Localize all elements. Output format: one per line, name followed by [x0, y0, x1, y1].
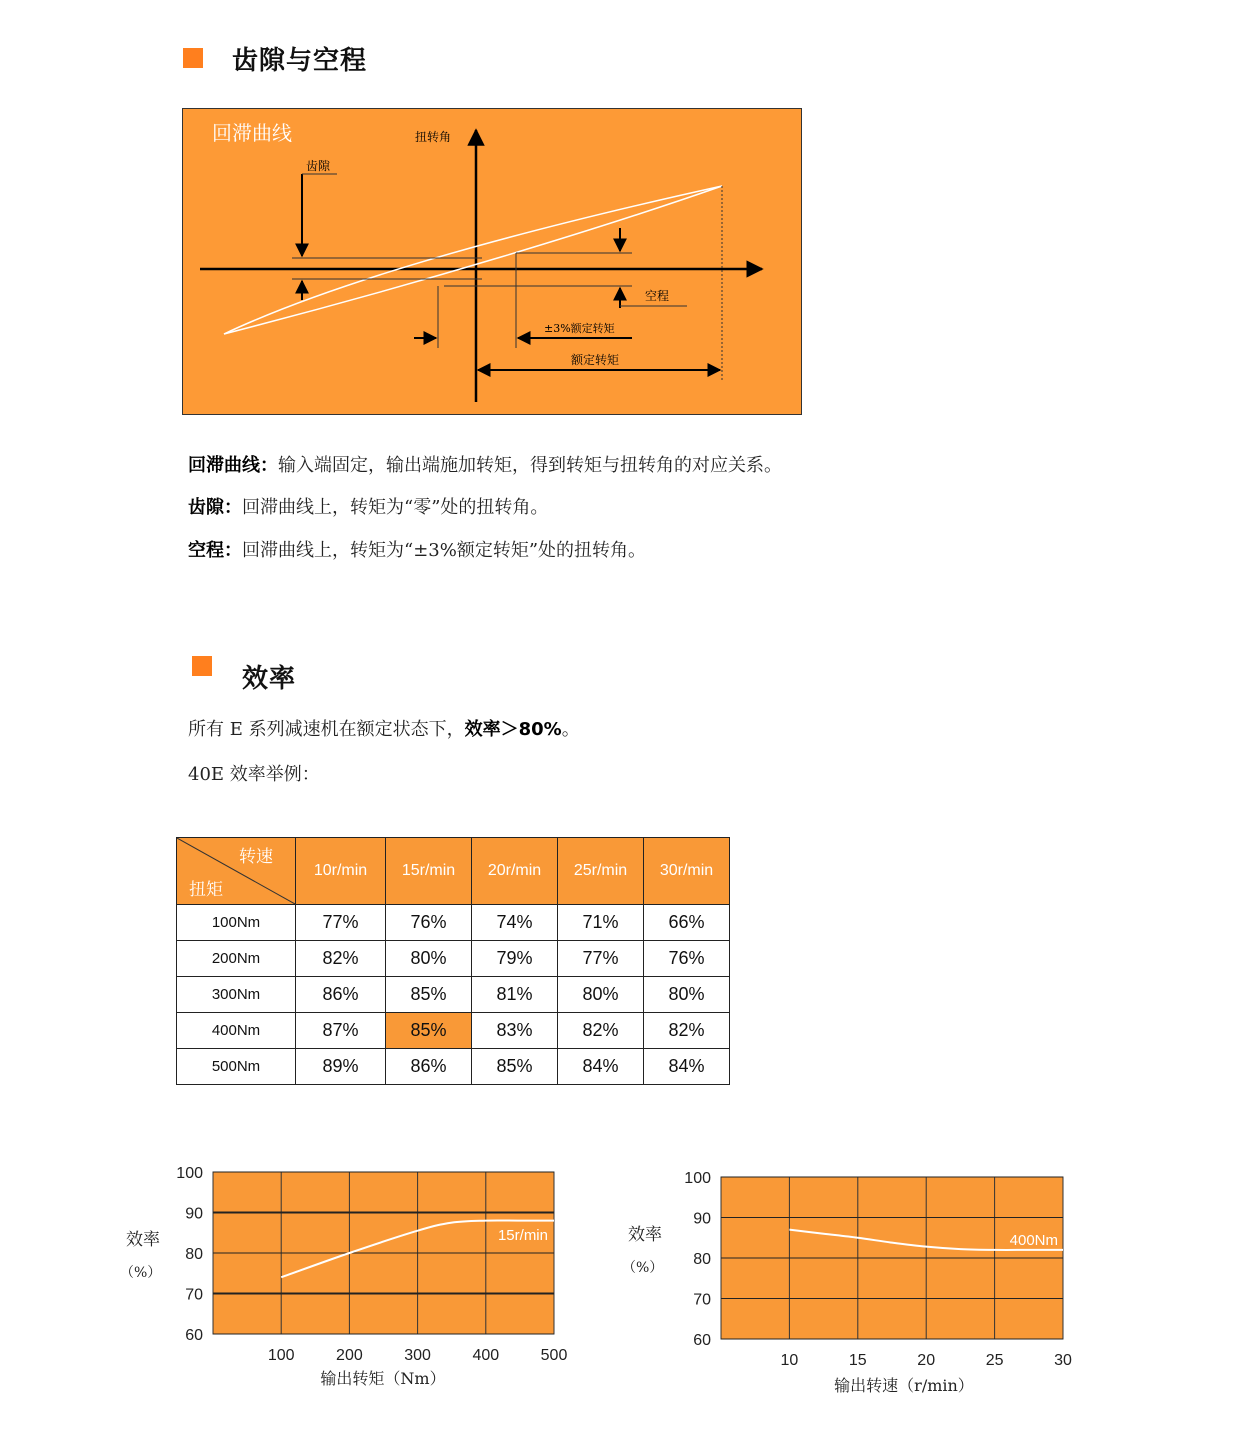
- table-column-header: 15r/min: [386, 838, 472, 905]
- table-cell: 74%: [472, 905, 558, 941]
- series-label: 400Nm: [1009, 1232, 1058, 1249]
- table-cell: 87%: [296, 1013, 386, 1049]
- hysteresis-diagram: [182, 108, 802, 415]
- corner-label-speed: 转速: [239, 847, 273, 867]
- table-cell: 85%: [386, 977, 472, 1013]
- y-axis-label-line1: 效率: [126, 1230, 160, 1250]
- x-axis-label: 输出转矩（Nm）: [320, 1369, 446, 1388]
- y-tick-label: 60: [185, 1327, 203, 1344]
- table-cell: 77%: [558, 941, 644, 977]
- y-axis-label-line2: （%）: [622, 1260, 664, 1276]
- table-row: [177, 1013, 730, 1049]
- pm3-label: ±3%额定转矩: [544, 322, 615, 335]
- backlash-label: 齿隙: [306, 159, 331, 173]
- efficiency-bold: 效率＞80%: [464, 719, 562, 740]
- x-tick-label: 500: [540, 1347, 568, 1364]
- section-marker-icon: [183, 48, 203, 68]
- corner-label-torque: 扭矩: [189, 880, 223, 900]
- y-axis-label: 扭转角: [415, 130, 452, 144]
- y-axis-label-line1: 效率: [628, 1225, 662, 1245]
- table-cell: 82%: [644, 1013, 730, 1049]
- y-tick-label: 100: [684, 1170, 711, 1187]
- table-row: [177, 905, 730, 941]
- x-tick-label: 400: [472, 1347, 500, 1364]
- table-cell: 76%: [644, 941, 730, 977]
- x-tick-label: 100: [267, 1347, 295, 1364]
- table-cell: 83%: [472, 1013, 558, 1049]
- y-axis-label-line2: （%）: [120, 1265, 162, 1281]
- table-header-row: [177, 838, 730, 905]
- y-tick-label: 70: [693, 1291, 711, 1309]
- table-row: [177, 977, 730, 1013]
- y-tick-label: 60: [693, 1332, 711, 1349]
- efficiency-vs-torque-chart: [110, 1160, 580, 1400]
- table-row: [177, 941, 730, 977]
- table-cell: 89%: [296, 1049, 386, 1085]
- table-column-header: 30r/min: [644, 838, 730, 905]
- rated-label: 额定转矩: [571, 353, 620, 367]
- table-row-label: 400Nm: [177, 1013, 296, 1049]
- table-cell: 86%: [296, 977, 386, 1013]
- table-column-header: 25r/min: [558, 838, 644, 905]
- table-column-header: 10r/min: [296, 838, 386, 905]
- y-tick-label: 80: [693, 1251, 711, 1268]
- definition-hysteresis: [188, 451, 782, 477]
- x-tick-label: 25: [985, 1352, 1004, 1369]
- y-tick-label: 90: [185, 1205, 203, 1223]
- table-cell: 85%: [472, 1049, 558, 1085]
- section-title-efficiency: 效率: [242, 664, 297, 694]
- table-cell: 82%: [558, 1013, 644, 1049]
- table-row-label: 100Nm: [177, 905, 296, 941]
- section-title-backlash: 齿隙与空程: [232, 46, 368, 76]
- table-cell: 66%: [644, 905, 730, 941]
- definition-term: 齿隙：: [188, 497, 242, 518]
- definition-term: 回滞曲线：: [188, 455, 278, 476]
- table-cell: 84%: [644, 1049, 730, 1085]
- x-tick-label: 300: [404, 1347, 431, 1364]
- definition-backlash: [188, 493, 548, 519]
- x-axis-label: 输出转速（r/min）: [834, 1376, 974, 1395]
- definition-text: 输入端固定，输出端施加转矩，得到转矩与扭转角的对应关系。: [278, 455, 782, 476]
- efficiency-vs-speed-chart: [618, 1165, 1088, 1405]
- table-cell: 82%: [296, 941, 386, 977]
- series-label: 15r/min: [497, 1227, 548, 1244]
- y-tick-label: 100: [176, 1165, 203, 1182]
- table-cell: 80%: [644, 977, 730, 1013]
- table-corner-cell: [177, 838, 296, 905]
- x-tick-label: 200: [336, 1347, 363, 1364]
- table-cell: 80%: [558, 977, 644, 1013]
- efficiency-table: [176, 837, 730, 1085]
- definition-text: 回滞曲线上，转矩为“±3%额定转矩”处的扭转角。: [242, 540, 647, 561]
- table-cell: 79%: [472, 941, 558, 977]
- efficiency-suffix: 。: [561, 719, 580, 740]
- x-tick-label: 30: [1054, 1352, 1072, 1369]
- table-cell: 76%: [386, 905, 472, 941]
- x-tick-label: 15: [848, 1352, 867, 1369]
- table-cell: 86%: [386, 1049, 472, 1085]
- table-cell-highlighted: 85%: [386, 1013, 472, 1049]
- definition-term: 空程：: [188, 540, 242, 561]
- efficiency-prefix: 所有 E 系列减速机在额定状态下，: [188, 719, 465, 740]
- x-tick-label: 20: [917, 1352, 936, 1369]
- table-cell: 71%: [558, 905, 644, 941]
- table-cell: 77%: [296, 905, 386, 941]
- efficiency-example-label: 40E 效率举例：: [188, 764, 320, 785]
- table-cell: 80%: [386, 941, 472, 977]
- section-marker-icon: [192, 656, 212, 676]
- y-tick-label: 90: [693, 1210, 711, 1228]
- table-column-header: 20r/min: [472, 838, 558, 905]
- table-cell: 81%: [472, 977, 558, 1013]
- y-tick-label: 80: [185, 1246, 203, 1263]
- y-tick-label: 70: [185, 1286, 203, 1304]
- table-row-label: 300Nm: [177, 977, 296, 1013]
- table-cell: 84%: [558, 1049, 644, 1085]
- efficiency-statement: [188, 715, 580, 741]
- lost-motion-label: 空程: [645, 289, 670, 303]
- definition-lost-motion: [188, 536, 646, 562]
- table-row-label: 500Nm: [177, 1049, 296, 1085]
- table-row: [177, 1049, 730, 1085]
- diagram-title: 回滞曲线: [212, 121, 292, 145]
- table-row-label: 200Nm: [177, 941, 296, 977]
- x-tick-label: 10: [780, 1352, 799, 1369]
- diagram-background: [183, 109, 802, 415]
- definition-text: 回滞曲线上，转矩为“零”处的扭转角。: [242, 497, 549, 518]
